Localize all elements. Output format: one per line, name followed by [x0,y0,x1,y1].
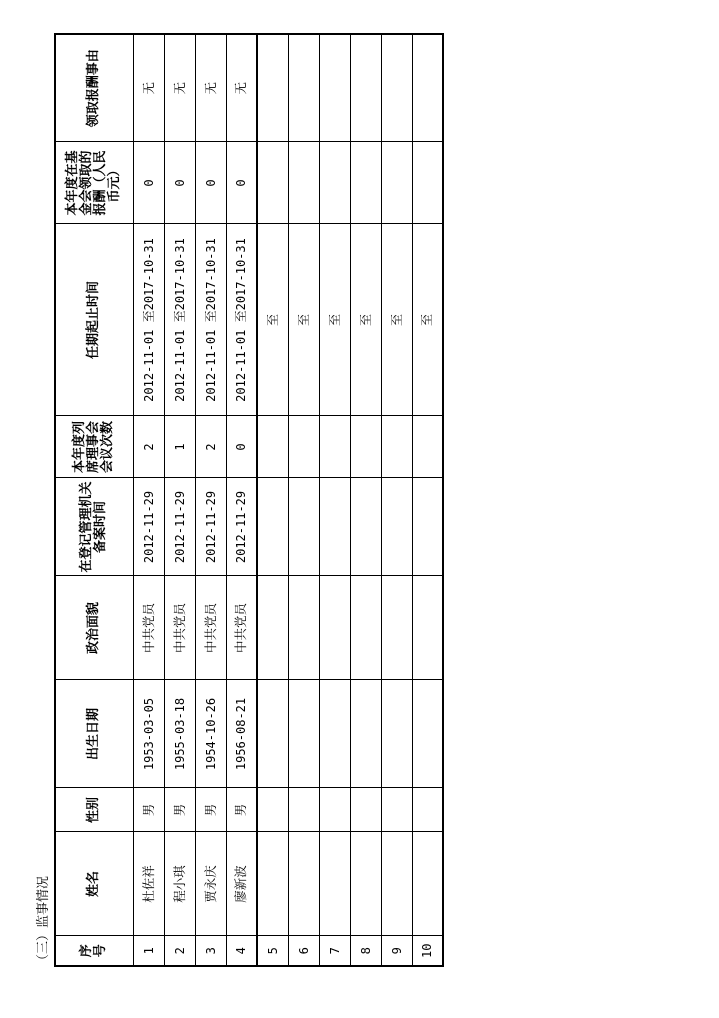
rotated-sheet [30,35,450,975]
cell-gender [350,788,381,832]
cell-meetings [350,416,381,478]
cell-index: 8 [350,936,381,966]
cell-birth: 1955-03-18 [164,680,195,788]
cell-registered [288,478,319,576]
table-row [319,34,350,966]
cell-pay [319,142,350,224]
cell-index: 1 [133,936,164,966]
cell-name: 贾永庆 [195,832,226,936]
header-registered: 在登记管理机关备案时间 [55,478,133,576]
cell-reason: 无 [164,34,195,142]
cell-index: 10 [412,936,443,966]
cell-meetings: 1 [164,416,195,478]
header-meetings: 本年度列席理事会会议次数 [55,416,133,478]
cell-pay: 0 [133,142,164,224]
cell-reason [288,34,319,142]
cell-pay [350,142,381,224]
cell-political [257,576,288,680]
cell-name: 杜佐祥 [133,832,164,936]
cell-index: 9 [381,936,412,966]
table-row [381,34,412,966]
cell-reason [257,34,288,142]
cell-meetings: 2 [133,416,164,478]
cell-pay: 0 [195,142,226,224]
cell-term: 2012-11-01 至2017-10-31 [133,224,164,416]
header-gender: 性别 [55,788,133,832]
cell-registered [381,478,412,576]
cell-meetings [257,416,288,478]
table-row [412,34,443,966]
cell-birth: 1956-08-21 [226,680,257,788]
cell-meetings [412,416,443,478]
cell-political [350,576,381,680]
header-birth: 出生日期 [55,680,133,788]
header-reason: 领取报酬事由 [55,34,133,142]
cell-birth [350,680,381,788]
cell-index: 6 [288,936,319,966]
cell-gender: 男 [164,788,195,832]
cell-reason: 无 [195,34,226,142]
cell-term: 至 [381,224,412,416]
cell-reason [350,34,381,142]
cell-birth: 1953-03-05 [133,680,164,788]
cell-gender: 男 [133,788,164,832]
cell-political [288,576,319,680]
cell-registered [257,478,288,576]
cell-name: 程小琪 [164,832,195,936]
cell-political: 中共党员 [226,576,257,680]
cell-birth [288,680,319,788]
cell-reason [412,34,443,142]
header-name: 姓名 [55,832,133,936]
cell-gender [257,788,288,832]
cell-index: 5 [257,936,288,966]
cell-index: 3 [195,936,226,966]
cell-term: 至 [257,224,288,416]
cell-name [319,832,350,936]
cell-reason [319,34,350,142]
cell-gender [381,788,412,832]
table-row [288,34,319,966]
cell-gender [412,788,443,832]
cell-gender: 男 [226,788,257,832]
table-row [257,34,288,966]
cell-meetings: 0 [226,416,257,478]
cell-pay [381,142,412,224]
cell-name [412,832,443,936]
cell-political: 中共党员 [164,576,195,680]
cell-registered: 2012-11-29 [164,478,195,576]
cell-pay [257,142,288,224]
cell-registered: 2012-11-29 [195,478,226,576]
cell-term: 2012-11-01 至2017-10-31 [226,224,257,416]
table-row [133,34,164,966]
cell-term: 至 [350,224,381,416]
header-index: 序号 [55,936,133,966]
cell-pay [412,142,443,224]
header-pay: 本年度在基金会领取的报酬（人民币元） [55,142,133,224]
cell-term: 2012-11-01 至2017-10-31 [195,224,226,416]
cell-name [350,832,381,936]
cell-meetings: 2 [195,416,226,478]
section-title: （三）监事情况 [36,875,51,967]
cell-index: 4 [226,936,257,966]
cell-birth: 1954-10-26 [195,680,226,788]
cell-political: 中共党员 [133,576,164,680]
cell-term: 至 [412,224,443,416]
table-row [164,34,195,966]
cell-registered: 2012-11-29 [133,478,164,576]
cell-meetings [381,416,412,478]
cell-pay: 0 [164,142,195,224]
table-row [195,34,226,966]
cell-gender: 男 [195,788,226,832]
cell-gender [319,788,350,832]
cell-meetings [288,416,319,478]
cell-term: 2012-11-01 至2017-10-31 [164,224,195,416]
cell-registered: 2012-11-29 [226,478,257,576]
cell-meetings [319,416,350,478]
cell-name: 廖新波 [226,832,257,936]
cell-index: 7 [319,936,350,966]
header-political: 政治面貌 [55,576,133,680]
header-term: 任期起止时间 [55,224,133,416]
supervisors-table [54,33,444,967]
cell-registered [350,478,381,576]
cell-name [257,832,288,936]
cell-reason: 无 [133,34,164,142]
cell-birth [257,680,288,788]
cell-pay: 0 [226,142,257,224]
cell-gender [288,788,319,832]
table-row [226,34,257,966]
cell-birth [381,680,412,788]
cell-birth [412,680,443,788]
cell-term: 至 [288,224,319,416]
cell-term: 至 [319,224,350,416]
cell-name [381,832,412,936]
cell-registered [319,478,350,576]
cell-political [319,576,350,680]
cell-political: 中共党员 [195,576,226,680]
header-row [55,34,133,966]
cell-reason: 无 [226,34,257,142]
cell-birth [319,680,350,788]
cell-reason [381,34,412,142]
cell-name [288,832,319,936]
cell-registered [412,478,443,576]
cell-index: 2 [164,936,195,966]
cell-political [412,576,443,680]
cell-political [381,576,412,680]
cell-pay [288,142,319,224]
table-row [350,34,381,966]
